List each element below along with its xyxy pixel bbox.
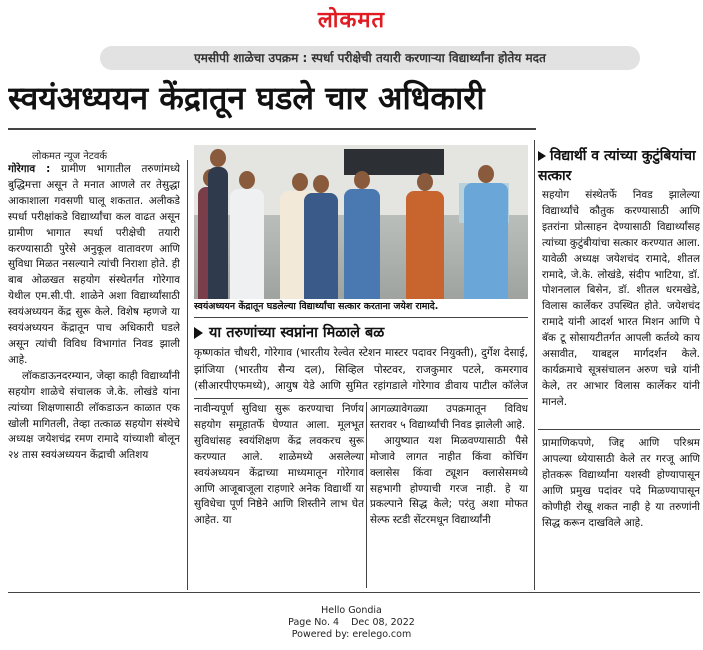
- triangle-bullet-icon: [194, 327, 203, 339]
- dateline: गोरेगाव :: [8, 163, 51, 175]
- column-divider: [187, 160, 188, 590]
- headline: स्वयंअध्ययन केंद्रातून घडले चार अधिकारी: [8, 79, 485, 117]
- triangle-bullet-icon: [538, 151, 546, 161]
- byline: लोकमत न्यूज नेटवर्क: [32, 151, 108, 162]
- sidebar-rule: [538, 429, 700, 430]
- footer-page-date: Page No. 4 Dec 08, 2022: [288, 617, 415, 628]
- inset-rule: [194, 398, 528, 399]
- sidebar-title: विद्यार्थी व त्यांच्या कुटुंबियांचा सत्कार: [538, 148, 696, 184]
- column-divider: [534, 140, 535, 590]
- paragraph: आयुष्यात यश मिळवण्यासाठी पैसे मोजावे लागत नाहीत किंवा कोचिंग क्लासेस किंवा ट्यूशन क्लासेसमध्ये सहभागी होण्याची गरज नाही. हे या प्रकल्पाने सिद्ध केले; परंतु अशा मोफत सेल्फ स्टडी सेंटरमधून विद्यार्थ्यांनी: [370, 434, 528, 527]
- footer-edition: Hello Gondia: [321, 605, 382, 616]
- article-column-4: प्रामाणिकपणे, जिद्द आणि परिश्रम आपल्या ध्येयासाठी केले तर गरजू आणि होतकरू विद्यार्थ्यांना यशस्वी होण्यापासून आणि प्रमुख पदांवर पदे मिळण्यापासून कोणीही रोखू शकत नाही हे या तरुणांनी सिद्ध करून दाखविले आहे.: [542, 437, 700, 529]
- bottom-rule: [8, 592, 700, 593]
- paragraph: आगळ्यावेगळ्या उपक्रमातून विविध स्तरावर ५ विद्यार्थ्यांची निवड झालेली आहे.: [370, 403, 528, 431]
- article-column-2: नावीन्यपूर्ण सुविधा सुरू करण्याचा निर्णय सहयोग समूहातर्फे घेण्यात आला. मूलभूत सुविधांसह स्वयंशिक्षण केंद्र लवकरच सुरू करण्यात आले. शाळेमध्ये असलेल्या स्वयंअध्ययन केंद्राच्या माध्यमातून गोरेगाव आणि आजूबाजूला राहणारे अनेक विद्यार्थी या सुविधेचा पूर्ण निष्ठेने आणि शिस्तीने लाभ घेत आहेत. या: [194, 403, 364, 527]
- paragraph: ग्रामीण भागातील तरुणांमध्ये बुद्धिमत्ता असून ते मनात आणले तर तेसुद्धा आकाशाला गवसणी घालू शकतात. अलीकडे स्पर्धा परीक्षांकडे विद्यार्थ्यांचा कल वाढत असून ग्रामीण भागात स्पर्धा परीक्षेची तयारी करण्यासाठी पुरेसे अनुकूल वातावरण आणि सुविधा मिळत नसल्याने त्यांची निराशा होते. ही बाब ओळखत सहयोग संस्थेतर्गत गोरेगाव येथील एम.सी.पी. शाळेने अशा विद्यार्थ्यांसाठी स्वयंअध्ययन केंद्र सुरू केले. विशेष म्हणजे या स्वयंअध्ययन केंद्रातून पाच अधिकारी घडले असून त्यांची विविध विभागांत निवड झाली आहे.: [8, 163, 180, 366]
- article-column-3: [370, 402, 528, 588]
- headline-rule: [8, 128, 536, 130]
- caption-rule: [194, 317, 528, 318]
- inset-title: या तरुणांच्या स्वप्नांना मिळाले बळ: [194, 322, 528, 342]
- column-divider: [366, 402, 367, 588]
- inset-text: कृष्णकांत चौधरी, गोरेगाव (भारतीय रेल्वेत स्टेशन मास्टर पदावर नियुक्ती), दुर्गेश देसाई, झांजिया (भारतीय सैन्य दल), सिव्हिल पोस्टवर, राजकुमार पटले, कमरगाव (सीआरपीएफमध्ये), आयुष येडे आणि सुमित रहांगडाले गोरेगाव डीवाय पाटील कॉलेज: [194, 347, 528, 392]
- paragraph: लॉकडाऊनदरम्यान, जेव्हा काही विद्यार्थ्यांनी सहयोग शाळेचे संचालक जे.के. लोखंडे यांना त्यांच्या शिक्षणासाठी लॉकडाऊन काळात एक खोली मागितली, तेव्हा तत्काळ सहयोग संस्थेचे अध्यक्ष जयेशचंद्र रमण रामादे यांच्याशी बोलून २४ तास स्वयंअध्ययन केंद्राची अतिशय: [8, 369, 180, 462]
- footer-powered-by[interactable]: Powered by: erelego.com: [291, 629, 412, 640]
- footer: [0, 605, 703, 641]
- lokmat-logo: लोकमत: [317, 8, 386, 33]
- felicitation-photo: [194, 145, 528, 299]
- photo-caption: स्वयंअध्ययन केंद्रातून घडलेल्या विद्यार्थ्यांचा सत्कार करताना जयेश रामादे.: [194, 301, 439, 312]
- sidebar-text: सहयोग संस्थेतर्फे निवड झालेल्या विद्यार्थ्यांचे कौतुक करण्यासाठी आणि इतरांना प्रोत्साहन देण्यासाठी विद्यार्थ्यांसह त्यांच्या कुटुंबीयांचा सत्कार करण्यात आला. यावेळी अध्यक्ष जयेशचंद रामादे, शीतल रामादे, जे.के. लोखंडे, संदीप भाटिया, डॉ. पोशनलाल बिसेन, डॉ. शीतल धरमखेडे, विलास कार्लेकर उपस्थित होते. जयेशचंद रामादे यांनी आदर्श भारत मिशन आणि पे बॅक टू सोसायटीतर्गत आपली कर्तव्ये काय असावीत, याबद्दल मार्गदर्शन केले. कार्यक्रमाचे सूत्रसंचालन अरुण चन्ने यांनी केले, तर आभार विलास कार्लेकर यांनी मानले.: [542, 189, 700, 408]
- article-column-1: [8, 162, 180, 590]
- kicker-strap: एमसीपी शाळेचा उपक्रम : स्पर्धा परीक्षेची तयारी करणाऱ्या विद्यार्थ्यांना होतेय मदत: [100, 46, 640, 70]
